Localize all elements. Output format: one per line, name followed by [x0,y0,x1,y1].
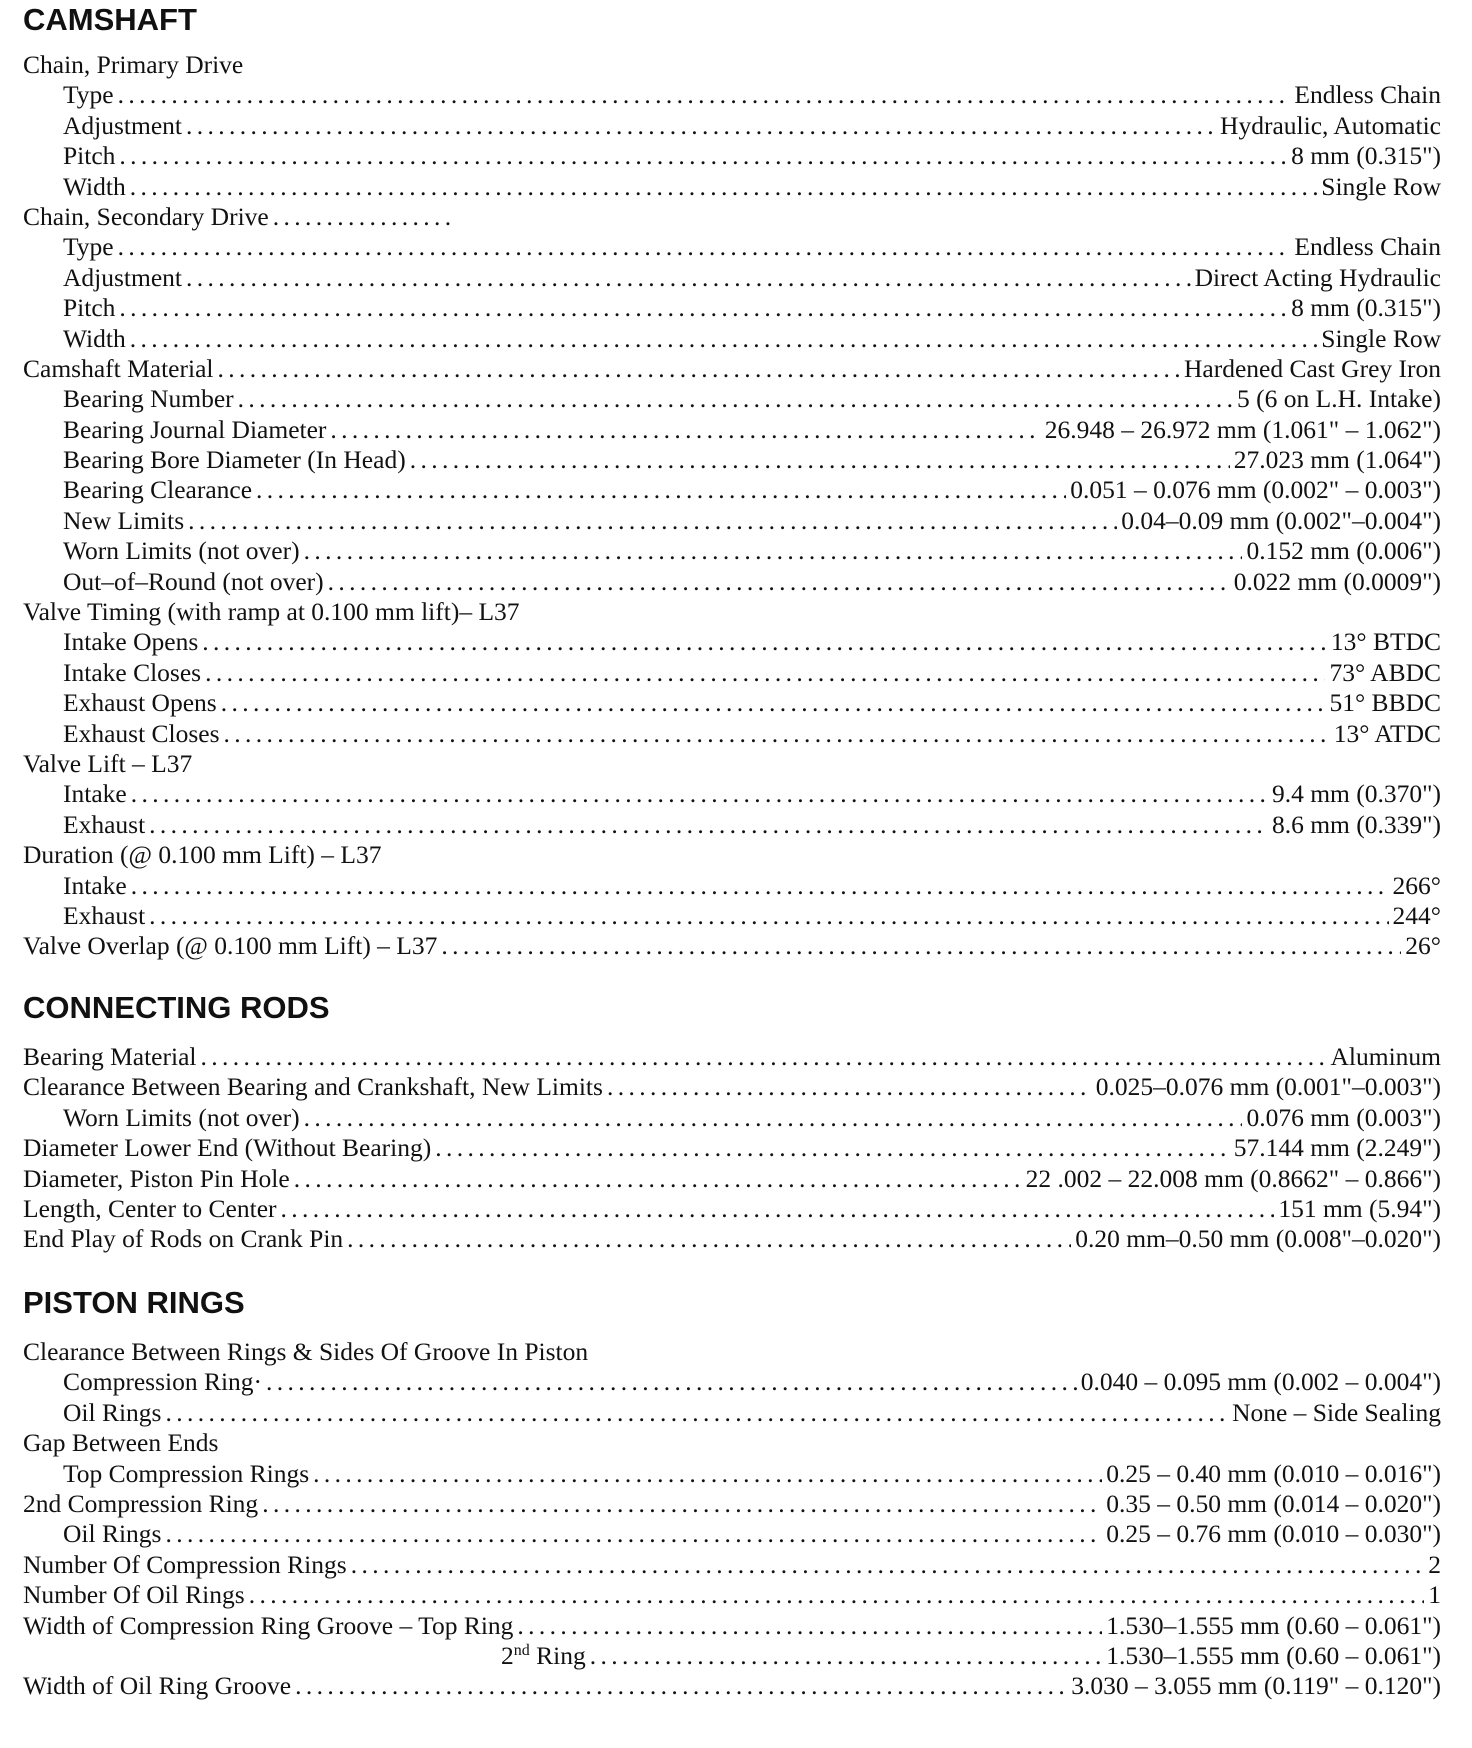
spec-label: Length, Center to Center [23,1193,277,1223]
spec-label: Duration (@ 0.100 mm Lift) – L37 [23,840,382,870]
spec-value: 1 [1428,1580,1441,1610]
spec-row-worn-limits-not-over [23,536,1441,566]
dot-leader [347,1224,1071,1254]
spec-value: 0.35 – 0.50 mm (0.014 – 0.020") [1106,1488,1441,1518]
spec-label: Valve Timing (with ramp at 0.100 mm lift)– L37 [23,597,520,627]
spec-row-duration-0-100-mm-lift-l37 [23,840,1441,870]
spec-value: 0.152 mm (0.006") [1246,536,1441,566]
dot-leader [330,415,1040,445]
dot-leader [130,324,1318,354]
dot-leader [217,354,1179,384]
section-title-connecting-rods: CONNECTING RODS [23,990,330,1025]
spec-row-new-limits [23,506,1441,536]
spec-label: Compression Ring· [63,1367,263,1397]
spec-row-bearing-number [23,384,1441,414]
spec-value: Single Row [1321,171,1441,201]
spec-value: 13° ATDC [1333,718,1441,748]
spec-row-width-of-compression-ring-groove-top-ring [23,1611,1441,1641]
spec-row-type [23,232,1441,262]
spec-label-text: Ring [529,1640,586,1670]
spec-row-number-of-oil-rings [23,1580,1441,1610]
dot-leader [266,1367,1077,1397]
spec-label: Oil Rings [63,1397,162,1427]
dot-leader [351,1550,1425,1580]
dot-leader [281,1194,1275,1224]
spec-label: Bearing Bore Diameter (In Head) [63,445,406,475]
dot-leader [130,172,1318,202]
spec-row-type [23,80,1441,110]
dot-leader [328,567,1230,597]
spec-value: Hardened Cast Grey Iron [1183,353,1441,383]
spec-value: 0.25 – 0.40 mm (0.010 – 0.016") [1106,1458,1441,1488]
spec-value: Endless Chain [1294,232,1441,262]
spec-label: Exhaust Closes [63,718,220,748]
spec-value: Single Row [1321,323,1441,353]
spec-row-intake-opens [23,627,1441,657]
dot-leader [149,810,1268,840]
section-title-camshaft: CAMSHAFT [23,2,197,37]
spec-row-adjustment [23,111,1441,141]
spec-label: Diameter, Piston Pin Hole [23,1163,290,1193]
spec-label: Valve Lift – L37 [23,748,193,778]
dot-leader [205,658,1325,688]
spec-row-worn-limits-not-over [23,1103,1441,1133]
spec-row-length-center-to-center [23,1194,1441,1224]
spec-value: 151 mm (5.94") [1278,1193,1441,1223]
spec-row-intake [23,779,1441,809]
spec-row-width [23,172,1441,202]
spec-value: 244° [1392,900,1441,930]
spec-row-exhaust [23,810,1441,840]
spec-row-oil-rings [23,1519,1441,1549]
spec-value: 0.051 – 0.076 mm (0.002" – 0.003") [1070,475,1441,505]
spec-label: Adjustment [63,110,182,140]
spec-label-superscript: nd [513,1641,530,1659]
dot-leader [188,506,1117,536]
dot-leader [118,232,1291,262]
spec-value: 8.6 mm (0.339") [1271,809,1441,839]
spec-row-compression-ring [23,1367,1441,1397]
spec-value: 27.023 mm (1.064") [1233,445,1441,475]
spec-value: 13° BTDC [1330,627,1441,657]
spec-label: Oil Rings [63,1519,162,1549]
spec-row-exhaust [23,901,1441,931]
dot-leader [131,779,1268,809]
dot-leader [202,627,1327,657]
spec-label: Number Of Oil Rings [23,1580,245,1610]
dot-leader [118,80,1291,110]
spec-label: Camshaft Material [23,353,214,383]
spec-label: Bearing Journal Diameter [63,414,327,444]
spec-value: 0.04–0.09 mm (0.002"–0.004") [1121,505,1441,535]
spec-label: Intake Closes [63,657,202,687]
spec-label: Intake [63,779,127,809]
spec-label: 2nd Compression Ring [23,1488,259,1518]
dot-leader [149,901,1388,931]
spec-label: Pitch [63,293,116,323]
spec-row-top-compression-rings [23,1459,1441,1489]
spec-value: 26.948 – 26.972 mm (1.061" – 1.062") [1044,414,1441,444]
spec-row-out-of-round-not-over [23,567,1441,597]
spec-row-2nd-compression-ring [23,1489,1441,1519]
spec-value: Endless Chain [1294,80,1441,110]
spec-value: 57.144 mm (2.249") [1233,1133,1441,1163]
dot-leader [200,1042,1326,1072]
dot-leader [410,445,1230,475]
spec-value: 0.076 mm (0.003") [1246,1102,1441,1132]
spec-label [501,1641,586,1671]
spec-value: 0.25 – 0.76 mm (0.010 – 0.030") [1106,1519,1441,1549]
spec-row-chain-secondary-drive [23,202,1441,232]
spec-label: Clearance Between Bearing and Crankshaft, New Limits [23,1072,603,1102]
spec-value: 1.530–1.555 mm (0.60 – 0.061") [1106,1610,1441,1640]
spec-value: 8 mm (0.315") [1291,141,1441,171]
spec-label: Gap Between Ends [23,1428,219,1458]
spec-row-number-of-compression-rings [23,1550,1441,1580]
spec-label: Valve Overlap (@ 0.100 mm Lift) – L37 [23,931,438,961]
dot-leader [590,1641,1102,1671]
spec-row-bearing-material [23,1042,1441,1072]
spec-row-valve-timing-with-ramp-at-0-100-mm-lift-l37 [23,597,1441,627]
spec-label: Bearing Number [63,384,234,414]
dot-leader [221,688,1326,718]
spec-row-bearing-clearance [23,475,1441,505]
spec-label: New Limits [63,505,185,535]
dot-leader [294,1164,1022,1194]
spec-value: Aluminum [1330,1042,1441,1071]
dot-leader [165,1398,1228,1428]
dot-leader [273,202,451,232]
spec-label: Intake [63,870,127,900]
spec-row-gap-between-ends [23,1428,1441,1458]
spec-row-clearance-between-bearing-and-crankshaft-new-limits [23,1072,1441,1102]
spec-row-valve-overlap-0-100-mm-lift-l37 [23,931,1441,961]
dot-leader [131,871,1389,901]
spec-value: 51° BBDC [1329,688,1441,718]
spec-row-intake [23,871,1441,901]
spec-value: Hydraulic, Automatic [1220,110,1441,140]
spec-row-bearing-journal-diameter [23,415,1441,445]
spec-row-clearance-between-rings-sides-of-groove-in-piston [23,1337,1441,1367]
spec-label: Out–of–Round (not over) [63,566,324,596]
spec-row-adjustment [23,263,1441,293]
spec-label: Exhaust [63,809,146,839]
spec-value: None – Side Sealing [1232,1397,1441,1427]
spec-row-diameter-lower-end-without-bearing [23,1133,1441,1163]
spec-value: 0.022 mm (0.0009") [1233,566,1441,596]
dot-leader [607,1072,1092,1102]
spec-row-pitch [23,293,1441,323]
spec-label: Exhaust [63,900,146,930]
dot-leader [435,1133,1229,1163]
spec-value: 5 (6 on L.H. Intake) [1237,384,1441,414]
dot-leader [304,1103,1243,1133]
spec-label: Type [63,80,114,110]
dot-leader [249,1580,1425,1610]
dot-leader [441,931,1401,961]
dot-leader [186,263,1191,293]
spec-label: Bearing Material [23,1042,197,1071]
spec-label: Width [63,171,126,201]
dot-leader [295,1671,1067,1701]
spec-row-chain-primary-drive [23,50,1441,80]
spec-row-end-play-of-rods-on-crank-pin [23,1224,1441,1254]
spec-label: Adjustment [63,262,182,292]
spec-value: 0.20 mm–0.50 mm (0.008"–0.020") [1075,1224,1441,1254]
dot-leader [262,1489,1102,1519]
spec-row-exhaust-closes [23,719,1441,749]
dot-leader [304,536,1243,566]
dot-leader [256,475,1066,505]
spec-label: Top Compression Rings [63,1458,310,1488]
spec-value: 73° ABDC [1329,657,1441,687]
spec-row-oil-rings [23,1398,1441,1428]
spec-value: 0.025–0.076 mm (0.001"–0.003") [1095,1072,1441,1102]
dot-leader [313,1459,1102,1489]
spec-value: 1.530–1.555 mm (0.60 – 0.061") [1106,1640,1441,1670]
connecting-rods-spec-list [23,1042,1441,1255]
spec-row-bearing-bore-diameter-in-head [23,445,1441,475]
spec-label: End Play of Rods on Crank Pin [23,1224,344,1254]
spec-row-width [23,324,1441,354]
spec-value: 22 .002 – 22.008 mm (0.8662" – 0.866") [1025,1163,1441,1193]
dot-leader [119,141,1287,171]
spec-row-intake-closes [23,658,1441,688]
spec-label: Worn Limits (not over) [63,1102,300,1132]
section-title-piston-rings: PISTON RINGS [23,1285,245,1320]
spec-label: Clearance Between Rings & Sides Of Groove In Piston [23,1337,589,1366]
spec-row-exhaust-opens [23,688,1441,718]
spec-label: Number Of Compression Rings [23,1549,347,1579]
spec-value: 3.030 – 3.055 mm (0.119" – 0.120") [1071,1671,1441,1701]
spec-value: Direct Acting Hydraulic [1194,262,1441,292]
spec-label: Type [63,232,114,262]
spec-value: 8 mm (0.315") [1291,293,1441,323]
spec-value: 0.040 – 0.095 mm (0.002 – 0.004") [1080,1367,1441,1397]
spec-label: Chain, Primary Drive [23,50,244,79]
spec-label: Exhaust Opens [63,688,217,718]
spec-label: Pitch [63,141,116,171]
spec-value: 266° [1392,870,1441,900]
spec-label: Worn Limits (not over) [63,536,300,566]
spec-value: 26° [1405,931,1441,961]
spec-label: Chain, Secondary Drive [23,201,269,231]
dot-leader [517,1611,1102,1641]
spec-label: Intake Opens [63,627,199,657]
spec-label: Bearing Clearance [63,475,253,505]
spec-row-diameter-piston-pin-hole [23,1164,1441,1194]
dot-leader [119,293,1287,323]
spec-row-pitch [23,141,1441,171]
spec-row-camshaft-material [23,354,1441,384]
spec-label: Diameter Lower End (Without Bearing) [23,1133,432,1163]
spec-row-ring [23,1641,1441,1671]
dot-leader [238,384,1233,414]
spec-value: 9.4 mm (0.370") [1271,779,1441,809]
piston-rings-spec-list [23,1337,1441,1702]
camshaft-spec-list [23,50,1441,962]
spec-row-valve-lift-l37 [23,749,1441,779]
dot-leader [224,719,1330,749]
dot-leader [165,1519,1102,1549]
dot-leader [186,111,1216,141]
spec-label-prefix: 2 [501,1640,514,1670]
spec-value: 2 [1428,1549,1441,1579]
spec-label: Width of Compression Ring Groove – Top Ring [23,1610,514,1640]
spec-label: Width [63,323,126,353]
spec-label: Width of Oil Ring Groove [23,1671,292,1701]
spec-row-width-of-oil-ring-groove [23,1671,1441,1701]
